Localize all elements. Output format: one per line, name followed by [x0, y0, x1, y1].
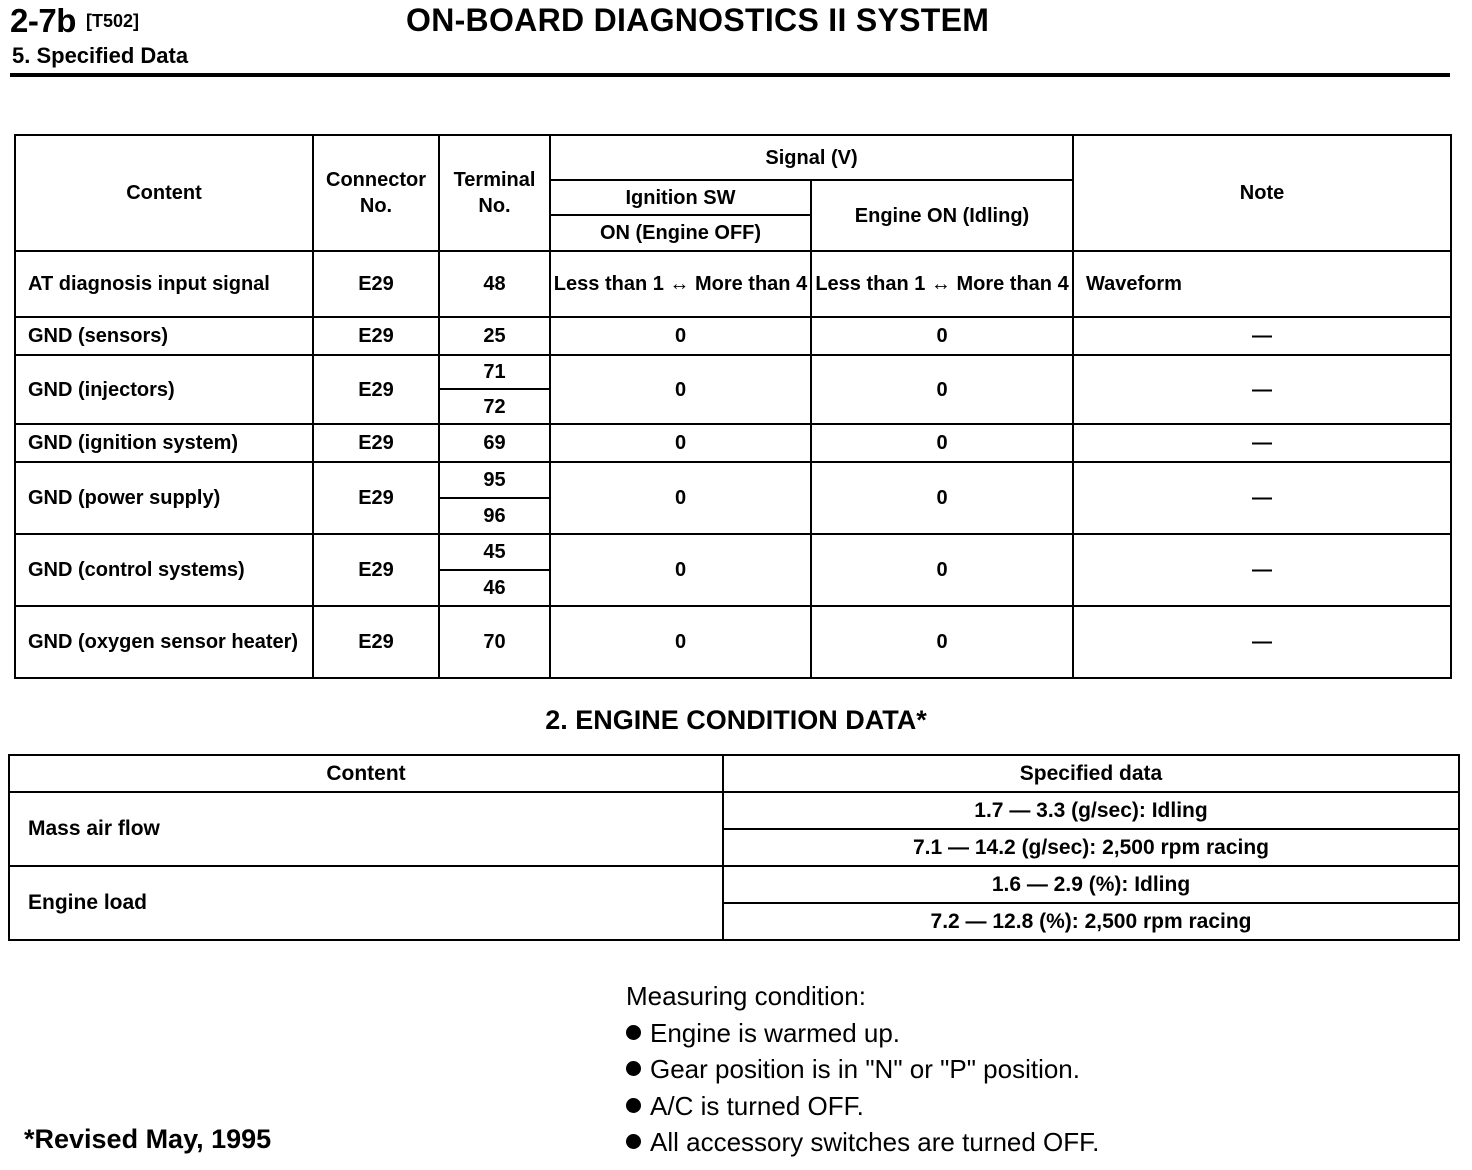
page-number: 2-7b [10, 2, 76, 39]
measuring-condition [626, 978, 1099, 1161]
terminal-cell: 71 [439, 355, 550, 389]
bullet-icon [626, 1025, 641, 1040]
terminal-cell: 25 [439, 317, 550, 355]
list-item [626, 1124, 1099, 1161]
terminal-cell: 69 [439, 424, 550, 462]
engine-condition-table [8, 754, 1460, 941]
connector-cell: E29 [313, 424, 439, 462]
table-row [9, 866, 1459, 903]
ignition-signal-cell: 0 [550, 317, 811, 355]
engine-signal-cell: 0 [811, 462, 1073, 534]
note-cell: — [1073, 424, 1451, 462]
table-row [9, 792, 1459, 829]
content-cell: GND (sensors) [15, 317, 313, 355]
table-row [15, 317, 1451, 355]
measuring-item: Gear position is in "N" or "P" position. [650, 1054, 1080, 1084]
specified-data-cell: 1.6 — 2.9 (%): Idling [723, 866, 1459, 903]
table-header-row [15, 135, 1451, 180]
engine-signal-cell: 0 [811, 317, 1073, 355]
list-item [626, 1015, 1099, 1052]
connector-cell: E29 [313, 606, 439, 678]
list-item [626, 1088, 1099, 1125]
header-rule [10, 73, 1450, 77]
list-item [626, 1051, 1099, 1088]
content-cell: Engine load [9, 866, 723, 940]
page-code: [T502] [86, 11, 140, 31]
content-cell: GND (injectors) [15, 355, 313, 424]
bullet-icon [626, 1134, 641, 1149]
table-row [15, 424, 1451, 462]
ignition-signal-cell: 0 [550, 462, 811, 534]
table-row [15, 251, 1451, 317]
table-row [15, 606, 1451, 678]
header-note: Note [1073, 135, 1451, 251]
header-ignition-on: ON (Engine OFF) [550, 215, 811, 251]
note-cell: — [1073, 317, 1451, 355]
terminal-cell: 95 [439, 462, 550, 498]
table-row [15, 534, 1451, 570]
ignition-signal-cell: 0 [550, 534, 811, 606]
terminal-cell: 45 [439, 534, 550, 570]
connector-cell: E29 [313, 317, 439, 355]
header-connector: Connector No. [313, 135, 439, 251]
note-cell: — [1073, 534, 1451, 606]
content-cell: GND (ignition system) [15, 424, 313, 462]
terminal-cell: 96 [439, 498, 550, 534]
bullet-icon [626, 1061, 641, 1076]
header-engine-on: Engine ON (Idling) [811, 180, 1073, 251]
ignition-signal-cell: Less than 1 ↔ More than 4 [550, 251, 811, 317]
content-cell: Mass air flow [9, 792, 723, 866]
ignition-signal-cell: 0 [550, 355, 811, 424]
ignition-signal-cell: 0 [550, 424, 811, 462]
header-specified-data: Specified data [723, 755, 1459, 792]
specified-data-cell: 7.1 — 14.2 (g/sec): 2,500 rpm racing [723, 829, 1459, 866]
ignition-signal-cell: 0 [550, 606, 811, 678]
table-row [15, 355, 1451, 389]
engine-signal-cell: 0 [811, 606, 1073, 678]
measuring-item: All accessory switches are turned OFF. [650, 1127, 1100, 1157]
connector-cell: E29 [313, 251, 439, 317]
engine-signal-cell: 0 [811, 355, 1073, 424]
connector-cell: E29 [313, 355, 439, 424]
note-cell: Waveform [1073, 251, 1451, 317]
connector-cell: E29 [313, 462, 439, 534]
measuring-item: Engine is warmed up. [650, 1017, 901, 1048]
content-cell: GND (power supply) [15, 462, 313, 534]
header-content: Content [15, 135, 313, 251]
engine-condition-title: 2. ENGINE CONDITION DATA* [545, 705, 927, 735]
header-terminal: Terminal No. [439, 135, 550, 251]
content-cell: GND (oxygen sensor heater) [15, 606, 313, 678]
signal-table [14, 134, 1452, 679]
note-cell: — [1073, 355, 1451, 424]
terminal-cell: 48 [439, 251, 550, 317]
table-row [15, 462, 1451, 498]
measuring-item: A/C is turned OFF. [650, 1090, 864, 1121]
table-header-row [9, 755, 1459, 792]
content-cell: GND (control systems) [15, 534, 313, 606]
specified-data-cell: 1.7 — 3.3 (g/sec): Idling [723, 792, 1459, 829]
document-title: ON-BOARD DIAGNOSTICS II SYSTEM [406, 2, 990, 38]
terminal-cell: 72 [439, 389, 550, 424]
terminal-cell: 70 [439, 606, 550, 678]
specified-data-cell: 7.2 — 12.8 (%): 2,500 rpm racing [723, 903, 1459, 940]
section-subtitle: 5. Specified Data [12, 43, 189, 68]
bullet-icon [626, 1098, 641, 1113]
header-content: Content [9, 755, 723, 792]
note-cell: — [1073, 606, 1451, 678]
note-cell: — [1073, 462, 1451, 534]
connector-cell: E29 [313, 534, 439, 606]
terminal-cell: 46 [439, 570, 550, 606]
content-cell: AT diagnosis input signal [15, 251, 313, 317]
engine-signal-cell: 0 [811, 424, 1073, 462]
engine-signal-cell: 0 [811, 534, 1073, 606]
measuring-heading: Measuring condition: [626, 981, 866, 1011]
engine-signal-cell: Less than 1 ↔ More than 4 [811, 251, 1073, 317]
revised-note: *Revised May, 1995 [24, 1124, 272, 1154]
header-signal: Signal (V) [550, 135, 1073, 180]
header-ignition-sw: Ignition SW [550, 180, 811, 215]
